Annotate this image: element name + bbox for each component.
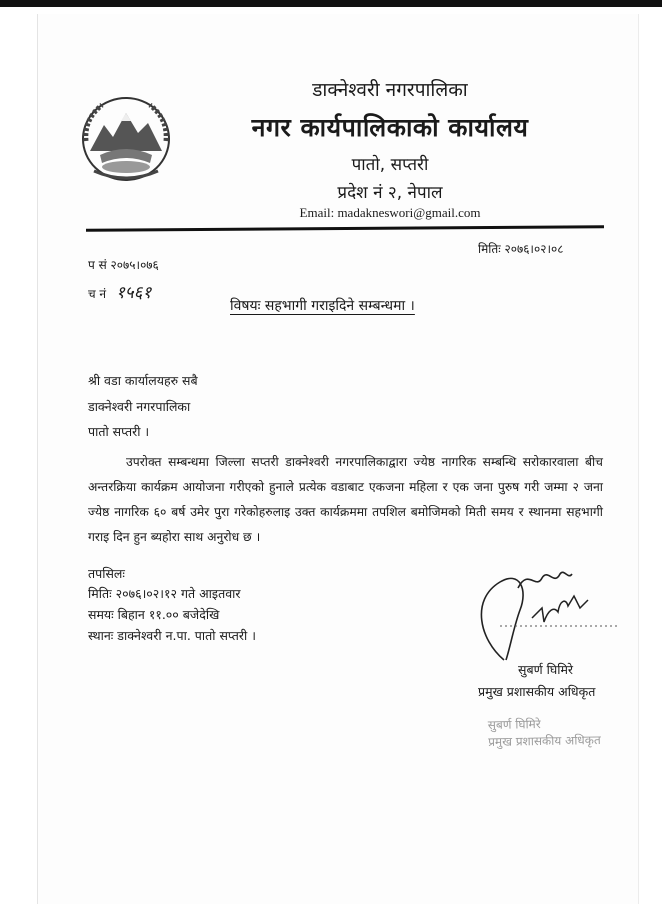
stamp-name: सुबर्ण घिमिरे xyxy=(487,717,541,732)
scan-edge xyxy=(0,0,662,7)
signatory-title: प्रमुख प्रशासकीय अधिकृत xyxy=(478,684,596,699)
reference-number: प सं २०७५।०७६ xyxy=(88,258,159,272)
addressee-line: श्री वडा कार्यालयहरु सबै xyxy=(88,373,198,388)
details-date: मितिः २०७६।०२।१२ गते आइतवार xyxy=(88,586,241,601)
dispatch-number xyxy=(88,280,151,303)
addressee-line: पातो सप्तरी । xyxy=(88,424,150,439)
signature-icon xyxy=(470,560,630,670)
nepal-emblem-icon xyxy=(80,95,172,183)
official-stamp xyxy=(488,715,601,751)
office-location: पातो, सप्तरी xyxy=(351,155,429,175)
stamp-title: प्रमुख प्रशासकीय अधिकृत xyxy=(488,733,601,749)
office-email: Email: madakneswori@gmail.com xyxy=(299,205,481,220)
details-heading: तपसिलः xyxy=(88,566,125,581)
office-name: नगर कार्यपालिकाको कार्यालय xyxy=(251,113,529,142)
letter-date: मितिः २०७६।०२।०८ xyxy=(478,242,564,256)
dispatch-value: १५६१ xyxy=(115,283,152,303)
municipality-name: डाक्नेश्वरी नगरपालिका xyxy=(312,79,468,101)
province-line: प्रदेश नं २, नेपाल xyxy=(337,183,443,203)
addressee-line: डाक्नेश्वरी नगरपालिका xyxy=(88,399,191,414)
dispatch-label: च नं xyxy=(88,287,107,301)
letter-subject: विषयः सहभागी गराइदिने सम्बन्धमा । xyxy=(230,298,415,314)
details-place: स्थानः डाक्नेश्वरी न.पा. पातो सप्तरी । xyxy=(88,628,256,643)
signatory-name: सुबर्ण घिमिरे xyxy=(518,662,574,677)
letter-body: उपरोक्त सम्बन्धमा जिल्ला सप्तरी डाक्नेश्वरी नगरपालिकाद्वारा ज्येष्ठ नागरिक सम्बन्धि सरोकारवाला बीच अन्तरक्रिया कार्यक्रम आयोजना गरीएको हुनाले प्रत्येक वडाबाट एकजना महिला र एक जना पुरुष गरी जम्मा २ जना ज्येष्ठ नागरिक ६० बर्ष उमेर पुरा गरेकोहरुलाइ उक्त कार्यक्रममा तपशिल बमोजिमको मिती समय र स्थानमा सहभागी गराइ दिन हुन ब्यहोरा साथ अनुरोध छ । xyxy=(88,455,603,544)
details-time: समयः बिहान ११.०० बजेदेखि xyxy=(88,607,220,622)
